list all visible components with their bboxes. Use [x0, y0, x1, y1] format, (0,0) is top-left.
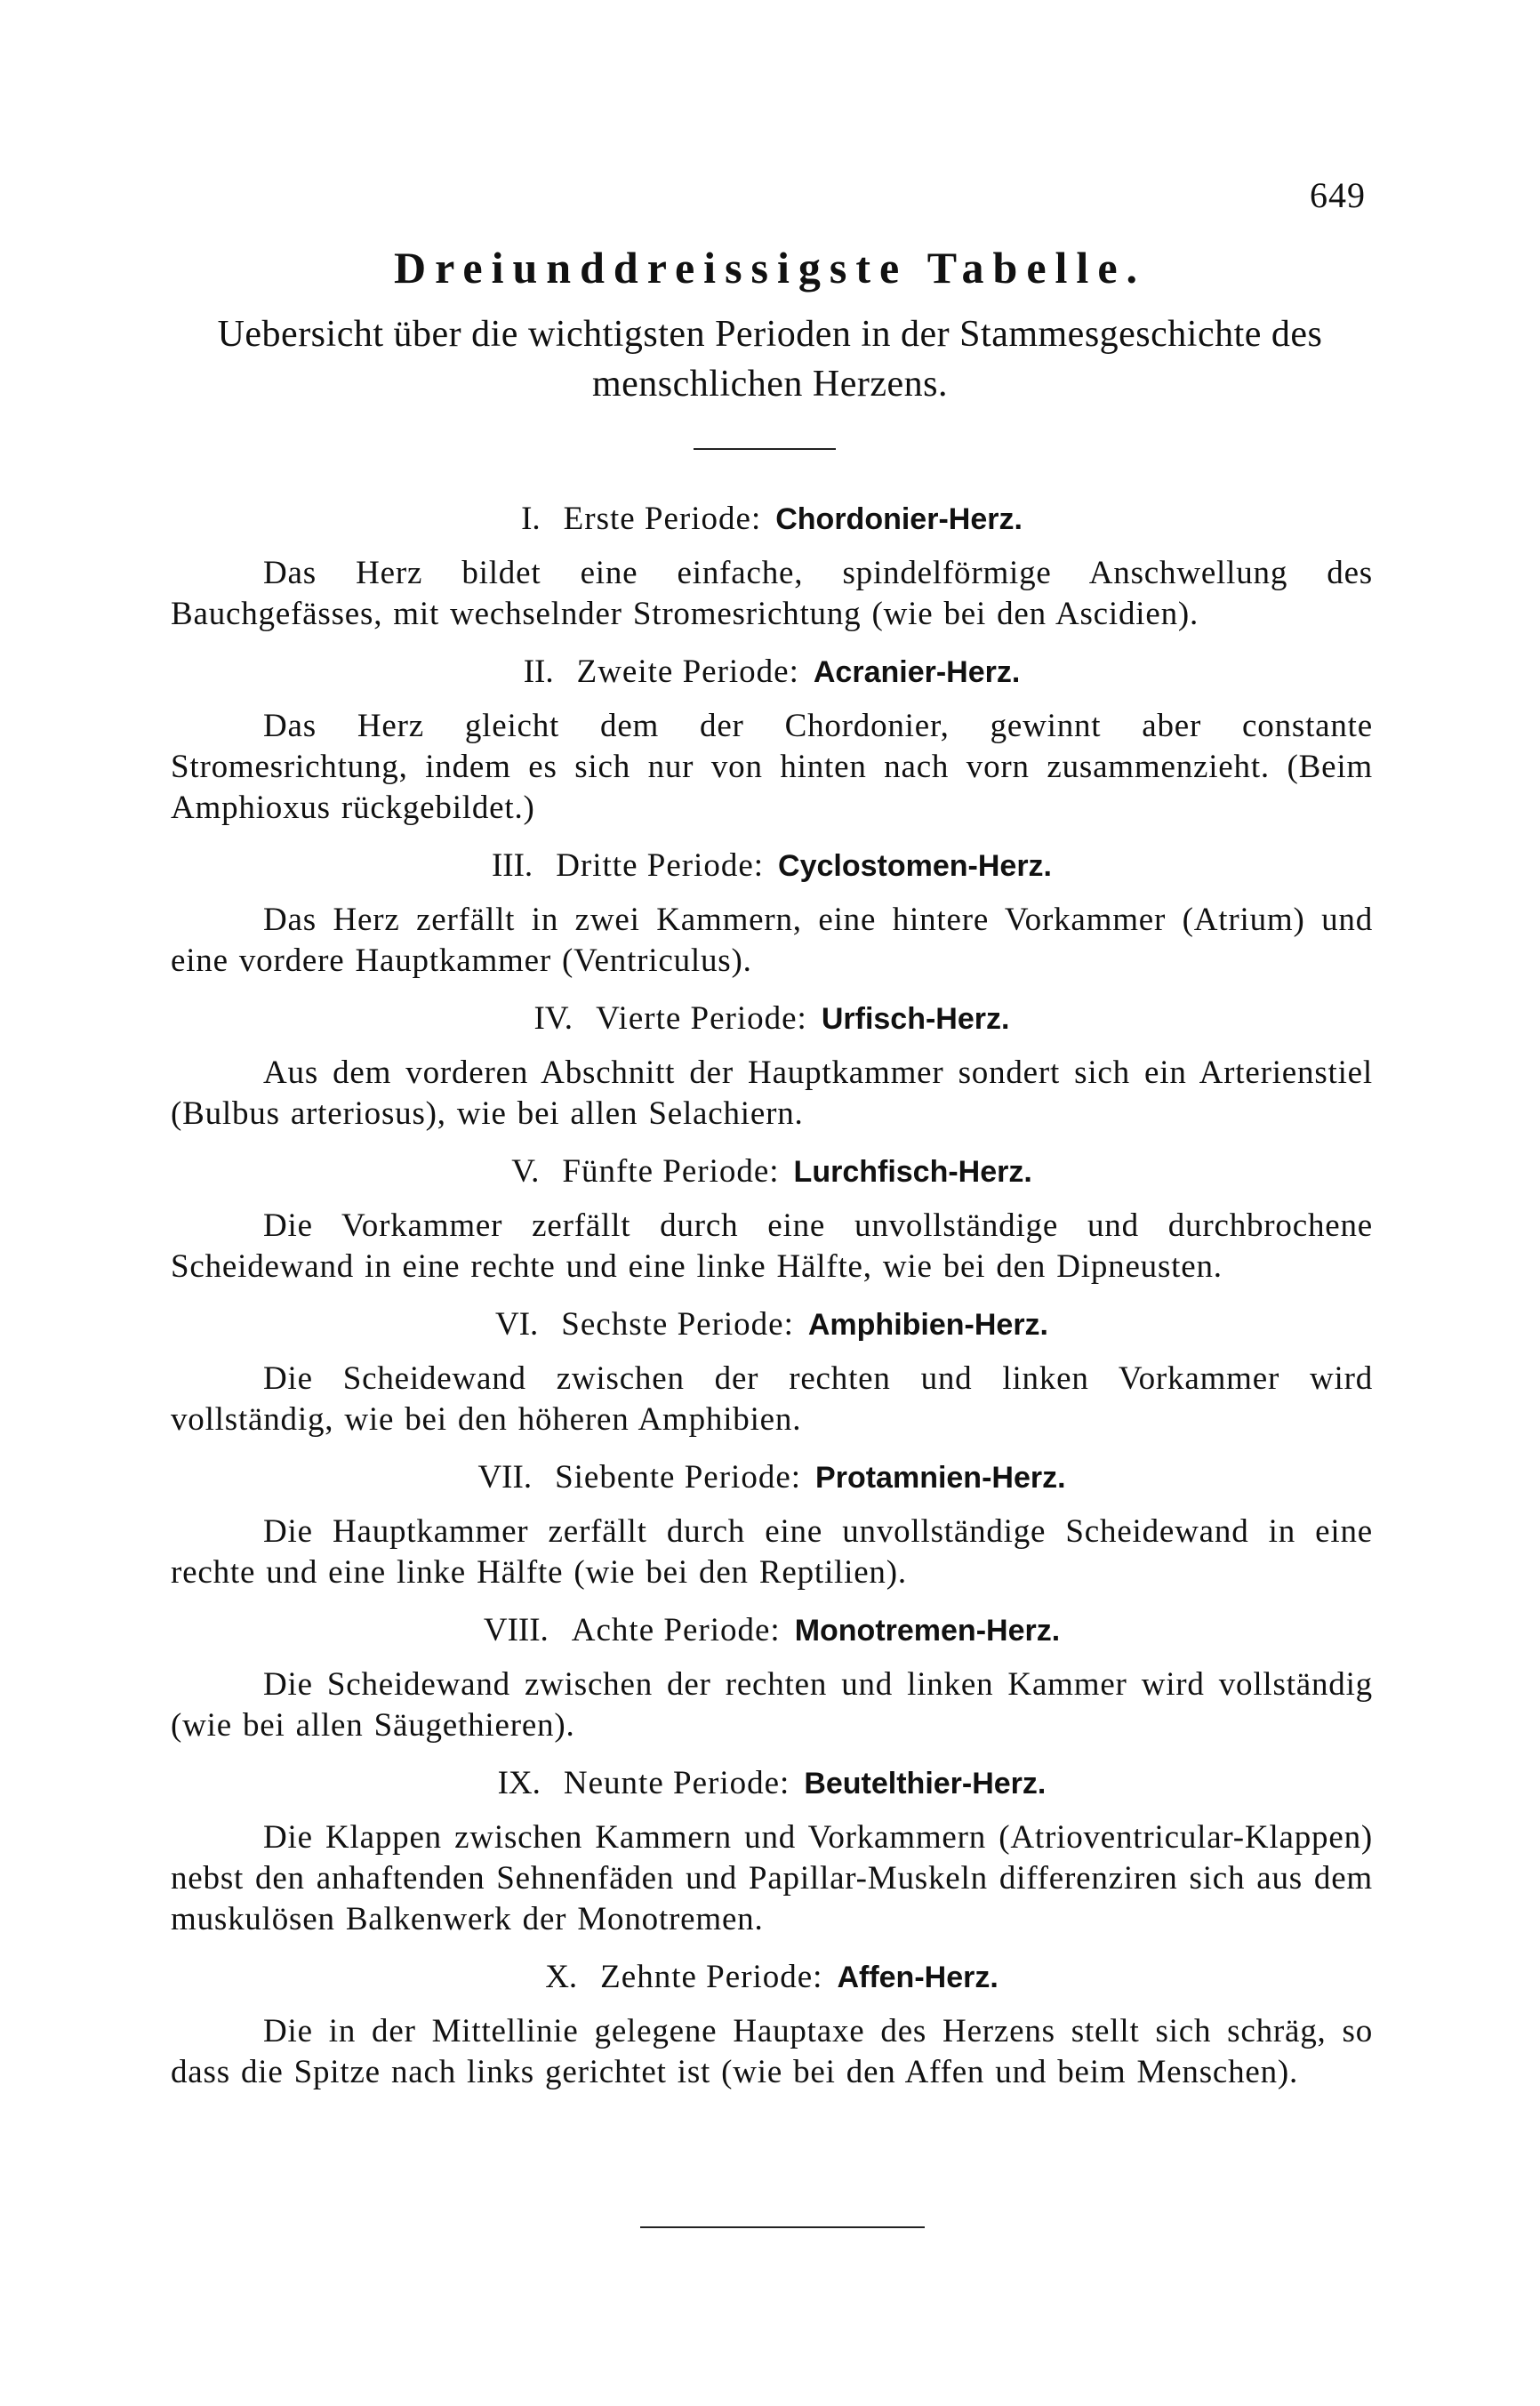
- period-numeral: I.: [521, 501, 541, 537]
- period-1: [171, 498, 1373, 635]
- divider-top: [694, 448, 836, 450]
- period-name: Affen-Herz.: [837, 1961, 999, 1994]
- period-5: [171, 1151, 1373, 1287]
- period-numeral: IV.: [533, 1000, 573, 1037]
- period-label: Zehnte Periode:: [600, 1959, 823, 1995]
- period-description: Die in der Mittellinie gelegene Hauptaxe des Herzens stellt sich schräg, so dass die Spitze nach links gerichtet ist (wie bei den Affen und beim Menschen).: [171, 2013, 1373, 2090]
- period-heading: [171, 1303, 1373, 1346]
- period-name: Urfisch-Herz.: [821, 1002, 1010, 1036]
- period-label: Dritte Periode:: [556, 847, 765, 884]
- period-description: Die Hauptkammer zerfällt durch eine unvollständige Scheidewand in eine rechte und eine linke Hälfte (wie bei den Reptilien).: [171, 1513, 1373, 1591]
- period-label: Vierte Periode:: [596, 1000, 807, 1037]
- period-description: Das Herz bildet eine einfache, spindelförmige Anschwellung des Bauchgefässes, mit wechselnder Stromesrichtung (wie bei den Ascidien).: [171, 555, 1373, 632]
- period-2: [171, 651, 1373, 829]
- period-4: [171, 998, 1373, 1135]
- period-numeral: VIII.: [483, 1612, 549, 1648]
- period-name: Protamnien-Herz.: [815, 1461, 1066, 1495]
- period-description: Die Scheidewand zwischen der rechten und linken Vorkammer wird vollständig, wie bei den höheren Amphibien.: [171, 1360, 1373, 1438]
- table-title: Dreiunddreissigste Tabelle.: [393, 243, 1147, 293]
- divider-bottom: [640, 2226, 925, 2228]
- table-subtitle: Uebersicht über die wichtigsten Perioden in der Stammesgeschichte des menschlichen Herzens.: [217, 314, 1323, 405]
- period-label: Erste Periode:: [563, 501, 762, 537]
- period-numeral: VII.: [477, 1459, 533, 1496]
- period-numeral: V.: [511, 1153, 540, 1190]
- period-label: Sechste Periode:: [561, 1306, 794, 1343]
- period-name: Amphibien-Herz.: [807, 1308, 1048, 1342]
- period-7: [171, 1456, 1373, 1593]
- period-label: Siebente Periode:: [555, 1459, 802, 1496]
- period-label: Achte Periode:: [571, 1612, 781, 1648]
- period-3: [171, 845, 1373, 982]
- period-numeral: VI.: [495, 1306, 539, 1343]
- period-8: [171, 1609, 1373, 1746]
- period-name: Acranier-Herz.: [813, 655, 1021, 689]
- period-numeral: IX.: [497, 1765, 541, 1801]
- period-label: Zweite Periode:: [576, 654, 799, 690]
- period-numeral: X.: [545, 1959, 578, 1995]
- period-name: Monotremen-Herz.: [794, 1614, 1061, 1648]
- period-name: Lurchfisch-Herz.: [793, 1155, 1032, 1189]
- period-heading: [171, 651, 1373, 694]
- period-description: Das Herz gleicht dem der Chordonier, gewinnt aber constante Stromesrichtung, indem es sich nur von hinten nach vorn zusammenzieht. (Beim Amphioxus rückgebildet.): [171, 708, 1373, 826]
- period-description: Aus dem vorderen Abschnitt der Hauptkammer sondert sich ein Arterienstiel (Bulbus arteriosus), wie bei allen Selachiern.: [171, 1055, 1373, 1132]
- page-number: 649: [1310, 175, 1366, 215]
- period-description: Die Vorkammer zerfällt durch eine unvollständige und durchbrochene Scheidewand in eine rechte und eine linke Hälfte, wie bei den Dipneusten.: [171, 1207, 1373, 1285]
- period-9: [171, 1762, 1373, 1940]
- period-6: [171, 1303, 1373, 1440]
- period-description: Die Klappen zwischen Kammern und Vorkammern (Atrioventricular-Klappen) nebst den anhaftenden Sehnenfäden und Papillar-Muskeln differenziren sich aus dem muskulösen Balkenwerk der Monotremen.: [171, 1819, 1373, 1937]
- period-description: Die Scheidewand zwischen der rechten und linken Kammer wird vollständig (wie bei allen Säugethieren).: [171, 1666, 1373, 1744]
- period-heading: [171, 845, 1373, 887]
- period-heading: [171, 498, 1373, 541]
- period-heading: [171, 1151, 1373, 1193]
- period-heading: [171, 1456, 1373, 1499]
- period-label: Fünfte Periode:: [562, 1153, 780, 1190]
- period-name: Chordonier-Herz.: [775, 502, 1023, 536]
- period-numeral: II.: [523, 654, 554, 690]
- period-heading: [171, 1762, 1373, 1805]
- period-10: [171, 1956, 1373, 2093]
- period-name: Beutelthier-Herz.: [804, 1767, 1047, 1800]
- period-heading: [171, 1609, 1373, 1652]
- period-description: Das Herz zerfällt in zwei Kammern, eine hintere Vorkammer (Atrium) und eine vordere Hauptkammer (Ventriculus).: [171, 902, 1373, 979]
- period-name: Cyclostomen-Herz.: [778, 849, 1053, 883]
- period-heading: [171, 1956, 1373, 1999]
- period-heading: [171, 998, 1373, 1040]
- period-numeral: III.: [491, 847, 533, 884]
- period-list: [171, 498, 1373, 2109]
- period-label: Neunte Periode:: [563, 1765, 790, 1801]
